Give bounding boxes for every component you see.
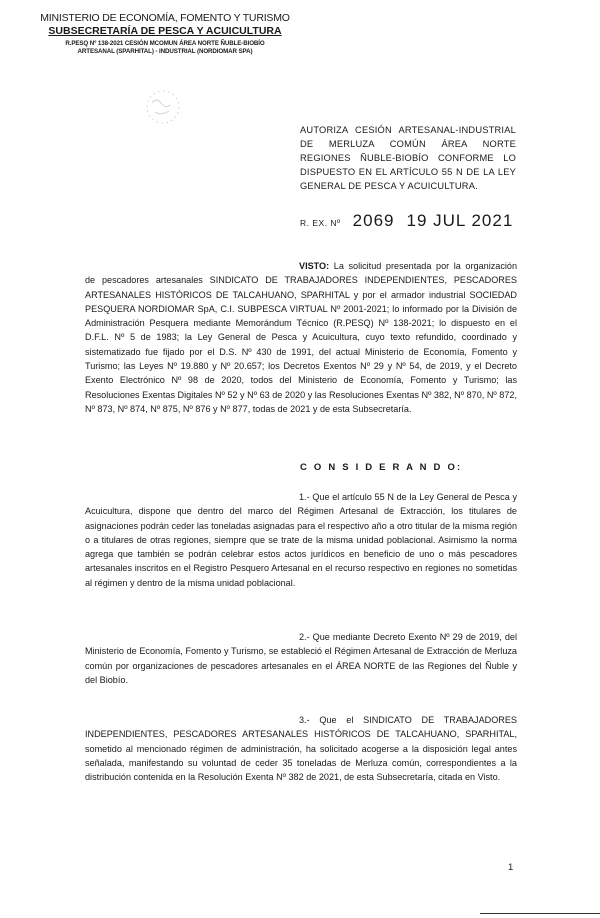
faded-seal-stamp [138,88,188,126]
resolution-number: 2069 [352,211,395,230]
page-number: 1 [508,862,514,873]
considerando-text-2: 2.- Que mediante Decreto Exento Nº 29 de 2019, del Ministerio de Economía, Fomento y Turismo, se estableció el Régimen Artesanal de Extracción de Merluza común por organizaciones de pescadores artesanales en el ÁREA NORTE de las Regiones del Ñuble y del Biobío. [85,632,517,685]
subsecretaria-name: SUBSECRETARÍA DE PESCA Y ACUICULTURA [48,25,282,37]
resolution-title: AUTORIZA CESIÓN ARTESANAL-INDUSTRIAL DE MERLUZA COMÚN ÁREA NORTE REGIONES ÑUBLE-BIOBÍO CONFORME LO DISPUESTO EN EL ARTÍCULO 55 N DE LA LEY GENERAL DE PESCA Y ACUICULTURA. [300,125,516,191]
considerando-heading: C O N S I D E R A N D O: [300,462,463,473]
considerando-paragraph-2 [85,630,517,687]
considerando-paragraph-3 [85,713,517,784]
considerando-paragraph-1 [85,490,517,590]
visto-paragraph [85,259,517,416]
reference-line-2: ARTESANAL (SPARHITAL) - INDUSTRIAL (NORDIOMAR SPA) [77,48,253,55]
considerando-text-3: 3.- Que el SINDICATO DE TRABAJADORES INDEPENDIENTES, PESCADORES ARTESANALES HISTÓRICOS DE TALCAHUANO, SPARHITAL, sometido al mencionado régimen de administración, ha solicitado acogerse a la disposición legal antes señalada, manifestando su voluntad de ceder 35 toneladas de Merluza común, correspondientes a la distribución contenida en la Resolución Exenta Nº 382 de 2021, de esta Subsecretaría, citada en Visto. [85,715,517,783]
reference-line-1: R.PESQ Nº 138-2021 CESIÓN MCOMUN ÁREA NORTE ÑUBLE-BIOBÍO [65,40,265,47]
visto-text: La solicitud presentada por la organización de pescadores artesanales SINDICATO DE TRABAJADORES INDEPENDIENTES, PESCADORES ARTESANALES HISTÓRICOS DE TALCAHUANO, SPARHITAL y por el armador industrial SOCIEDAD PESQUERA NORDIOMAR SpA, C.I. SUBPESCA VIRTUAL Nº 2001-2021; lo informado por la División de Administración Pesquera mediante Memorándum Técnico (R.PESQ) Nº 138-2021; lo dispuesto en el D.F.L. Nº 5 de 1983; la Ley General de Pesca y Acuicultura, cuyo texto refundido, coordinado y sistematizado fue fijado por el D.S. Nº 430 de 1991, del actual Ministerio de Economía, Fomento y Turismo; las Leyes Nº 19.880 y Nº 20.657; los Decretos Exentos Nº 29 y Nº 54, de 2019, y el Decreto Exento Electrónico Nº 98 de 2020, todos del Ministerio de Economía, Fomento y Turismo; las Resoluciones Exentas Digitales Nº 52 y Nº 63 de 2020 y las Resoluciones Exentas Nº 382, Nº 870, Nº 872, Nº 873, Nº 874, Nº 875, Nº 876 y Nº 877, todas de 2021 y de esta Subsecretaría. [85,261,517,414]
resolution-date: 19 JUL 2021 [406,211,514,230]
resolution-label: R. EX. Nº [300,218,341,228]
visto-label: VISTO: [299,261,330,271]
letterhead [20,12,310,55]
footer-rule [480,913,600,914]
ministry-name: MINISTERIO DE ECONOMÍA, FOMENTO Y TURISMO [40,12,290,24]
resolution-number-line [300,211,513,231]
considerando-text-1: 1.- Que el artículo 55 N de la Ley General de Pesca y Acuicultura, dispone que dentro del marco del Régimen Artesanal de Extracción, los titulares de asignaciones podrán ceder las toneladas asignadas para el respectivo año a otro titular de la misma región o a titulares de otras regiones, siempre que se trate de la misma unidad poblacional. Asimismo la norma agrega que también se podrán celebrar estos actos jurídicos en beneficio de uno o más pescadores artesanales inscritos en el Registro Pesquero Artesanal en el recurso respectivo en regiones no sometidas al régimen y dentro de la misma unidad poblacional. [85,492,517,588]
